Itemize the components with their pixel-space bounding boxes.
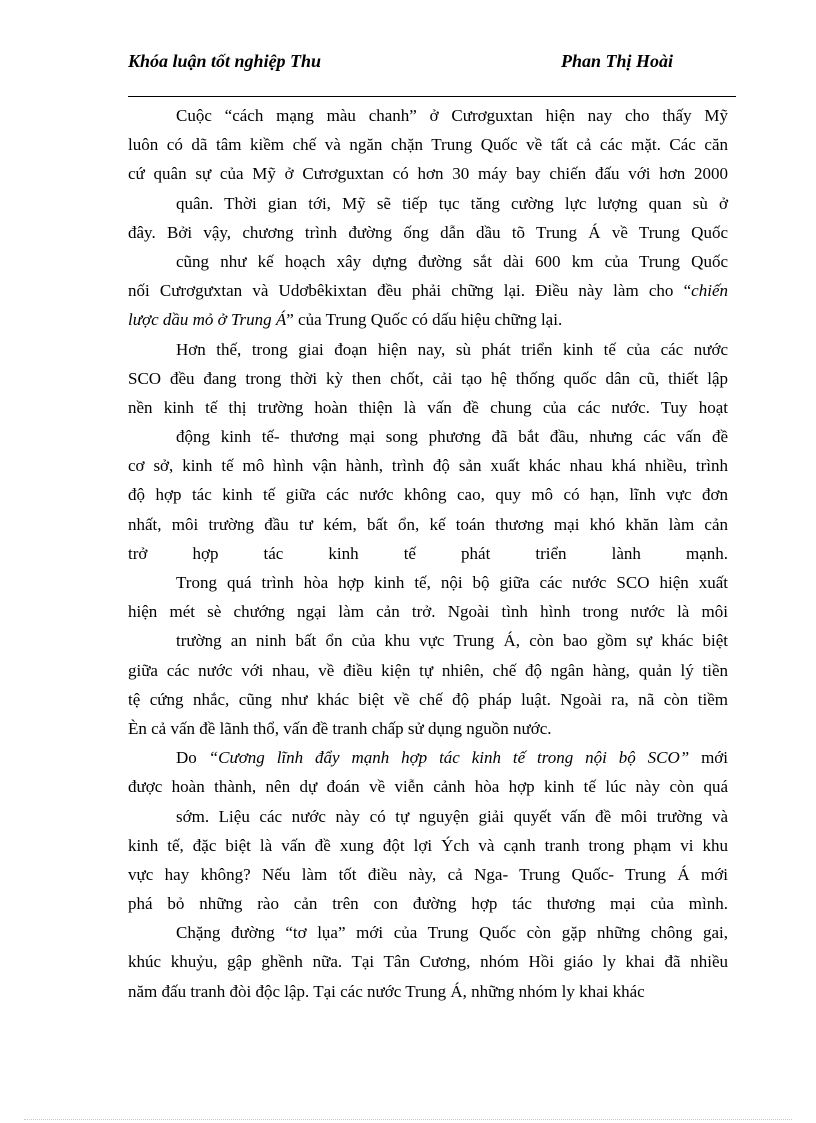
text-line: hiện mét sè chướng ngại làm cản trở. Ngoài tình hình trong nước là môi bbox=[128, 602, 728, 622]
document-body bbox=[128, 101, 728, 1006]
text-line: tệ cứng nhắc, cũng như khác biệt về chế độ pháp luật. Ngoài ra, nã còn tiềm bbox=[128, 689, 728, 709]
text-line: Chặng đường “tơ lụa” mới của Trung Quốc còn gặp những chông gai, bbox=[176, 923, 728, 943]
text-span: nối Cưrơgưxtan và Udơbêkixtan đều phải chững lại. Điều này làm cho “chiến bbox=[128, 281, 728, 301]
text-line: độ hợp tác kinh tế giữa các nước không cao, quy mô có hạn, lĩnh vực đơn bbox=[128, 485, 728, 505]
text-line: khúc khuỷu, gập ghềnh nữa. Tại Tân Cương, nhóm Hồi giáo ly khai đã nhiều bbox=[128, 952, 728, 972]
text-line: vực hay không? Nếu làm tốt điều này, cả Nga- Trung Quốc- Trung Á mới bbox=[128, 864, 728, 884]
text-line: phá bỏ những rào cản trên con đường hợp tác thương mại của mình. bbox=[128, 894, 728, 914]
italic-text: “Cương lĩnh đẩy mạnh hợp tác kinh tế trong nội bộ SCO” bbox=[208, 748, 690, 768]
text-line: trở hợp tác kinh tế phát triển lành mạnh. bbox=[128, 543, 728, 563]
text-line-with-italic bbox=[128, 305, 728, 334]
text-line: sớm. Liệu các nước này có tự nguyện giải quyết vấn đề môi trường và bbox=[176, 806, 728, 826]
text-line: đây. Bởi vậy, chương trình đường ống dẫn dầu tõ Trung Á về Trung Quốc bbox=[128, 222, 728, 242]
text-line: luôn có dã tâm kiềm chế và ngăn chặn Trung Quốc về tất cả các mặt. Các căn bbox=[128, 135, 728, 155]
text-line: trường an ninh bất ổn của khu vực Trung Á, còn bao gồm sự khác biệt bbox=[176, 631, 728, 651]
text-line: được hoàn thành, nên dự đoán về viễn cảnh hòa hợp kinh tế lúc này còn quá bbox=[128, 777, 728, 797]
text-line-with-italic bbox=[128, 743, 728, 772]
header-thesis-title: Khóa luận tốt nghiệp Thu bbox=[128, 51, 322, 71]
text-line: cơ sở, kinh tế mô hình vận hành, trình độ sản xuất khác nhau khá nhiều, trình bbox=[128, 456, 728, 476]
text-line: Èn cả vấn đề lãnh thổ, vấn đề tranh chấp sử dụng nguồn nước. bbox=[128, 718, 552, 738]
text-span: Do “Cương lĩnh đẩy mạnh hợp tác kinh tế trong nội bộ SCO” mới bbox=[176, 748, 729, 768]
text-line: nhất, môi trường đầu tư kém, bất ổn, kế toán thương mại khó khăn làm cản bbox=[128, 514, 728, 534]
page-bottom-divider bbox=[24, 1119, 792, 1120]
text-line: SCO đều đang trong thời kỳ then chốt, cải tạo hệ thống quốc dân cũ, thiết lập bbox=[128, 368, 728, 388]
text-line: giữa các nước với nhau, về điều kiện tự nhiên, chế độ ngân hàng, quản lý tiền bbox=[128, 660, 728, 680]
text-line: Trong quá trình hòa hợp kinh tế, nội bộ giữa các nước SCO hiện xuất bbox=[176, 573, 728, 592]
text-line: quân. Thời gian tới, Mỹ sẽ tiếp tục tăng cường lực lượng quan sù ở bbox=[176, 193, 728, 213]
text-line: cứ quân sự của Mỹ ở Cưrơguxtan có hơn 30 máy bay chiến đấu với hơn 2000 bbox=[128, 164, 728, 184]
page-header bbox=[128, 48, 736, 97]
header-author-name: Phan Thị Hoài bbox=[561, 51, 674, 71]
text-line: kinh tế, đặc biệt là vấn đề xung đột lợi Ých và cạnh tranh trong phạm vi khu bbox=[128, 835, 728, 855]
italic-text: lược dầu mỏ ở Trung Á bbox=[128, 310, 287, 330]
text-span: lược dầu mỏ ở Trung Á” của Trung Quốc có dấu hiệu chững lại. bbox=[128, 310, 563, 330]
text-line: nền kinh tế thị trường hoàn thiện là vấn đề chung của các nước. Tuy hoạt bbox=[128, 397, 728, 417]
italic-text: chiến bbox=[691, 281, 728, 301]
text-line: Cuộc “cách mạng màu chanh” ở Cưrơguxtan hiện nay cho thấy Mỹ bbox=[176, 106, 728, 125]
text-line: động kinh tế- thương mại song phương đã bắt đầu, nhưng các vấn đề bbox=[176, 427, 728, 447]
text-line: cũng như kế hoạch xây dựng đường sắt dài 600 km của Trung Quốc bbox=[176, 251, 728, 271]
text-line-with-italic bbox=[128, 276, 728, 305]
text-line: Hơn thế, trong giai đoạn hiện nay, sù phát triển kinh tế của các nước bbox=[176, 339, 728, 359]
text-line: năm đấu tranh đòi độc lập. Tại các nước Trung Á, những nhóm ly khai khác bbox=[128, 981, 645, 1001]
